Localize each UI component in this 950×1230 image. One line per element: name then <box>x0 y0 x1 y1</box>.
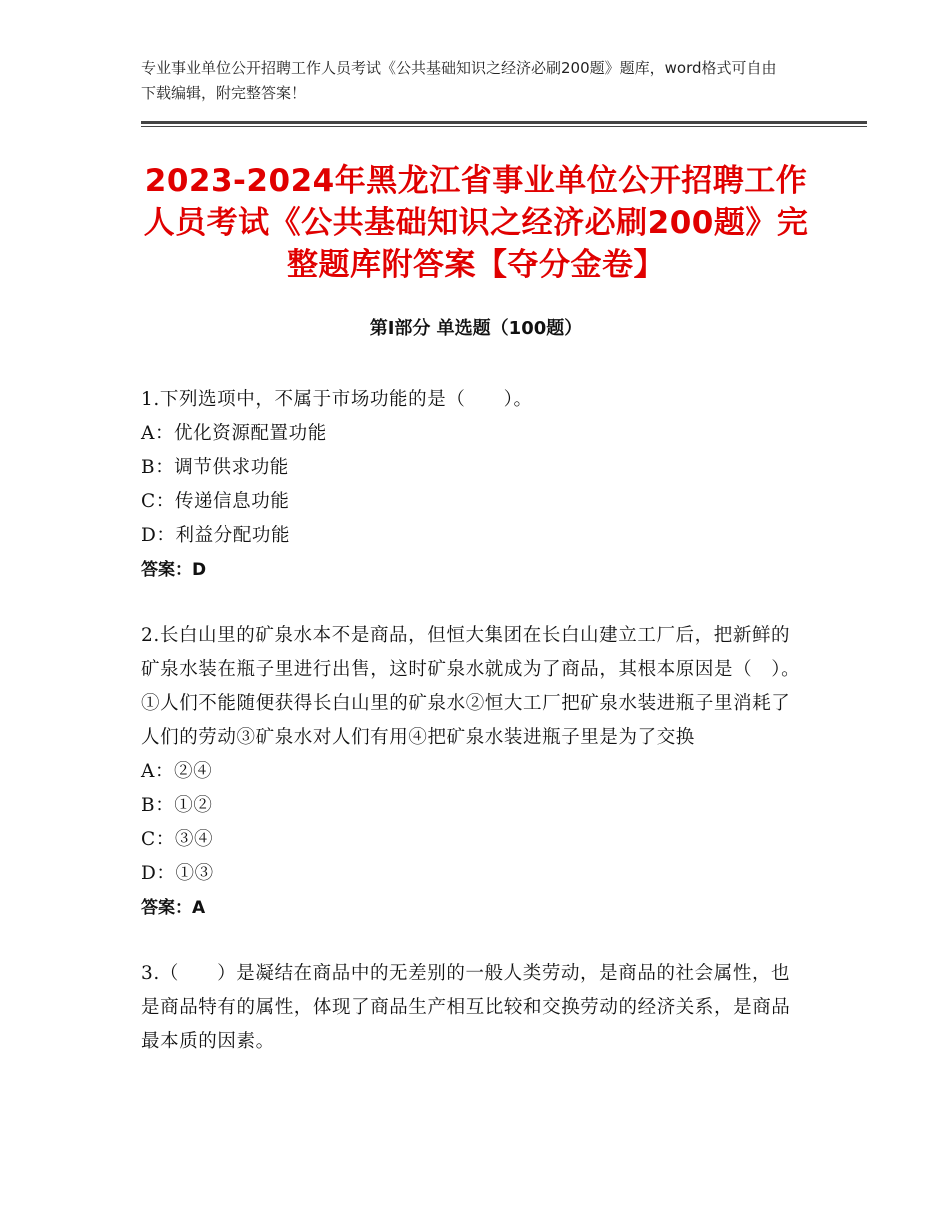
option-d: D：利益分配功能 <box>141 525 291 546</box>
header-divider-thin <box>141 126 867 127</box>
header-note: 专业事业单位公开招聘工作人员考试《公共基础知识之经济必刷200题》题库，word格式可自由下载编辑，附完整答案！ <box>141 59 777 102</box>
question-3 <box>141 957 801 1059</box>
header-divider-thick <box>141 121 867 124</box>
question-list <box>141 383 801 1091</box>
question-stem: 3.（ ）是凝结在商品中的无差别的一般人类劳动，是商品的社会属性，也是商品特有的属性，体现了商品生产相互比较和交换劳动的经济关系，是商品最本质的因素。 <box>141 963 791 1052</box>
answer: 答案：D <box>141 560 207 580</box>
option-c: C：③④ <box>141 829 214 850</box>
section-title: 第Ⅰ部分 单选题（100题） <box>369 318 583 339</box>
question-2 <box>141 619 801 925</box>
option-a: A：优化资源配置功能 <box>141 423 327 444</box>
answer: 答案：A <box>141 898 206 918</box>
option-c: C：传递信息功能 <box>141 491 290 512</box>
option-d: D：①③ <box>141 863 214 884</box>
question-1 <box>141 383 801 587</box>
option-b: B：调节供求功能 <box>141 457 289 478</box>
option-a: A：②④ <box>141 761 213 782</box>
option-b: B：①② <box>141 795 213 816</box>
question-stem: 1.下列选项中，不属于市场功能的是（ ）。 <box>141 389 533 410</box>
document-title: 2023-2024年黑龙江省事业单位公开招聘工作人员考试《公共基础知识之经济必刷200题》完整题库附答案【夺分金卷】 <box>143 163 809 283</box>
question-stem: 2.长白山里的矿泉水本不是商品，但恒大集团在长白山建立工厂后，把新鲜的矿泉水装在瓶子里进行出售，这时矿泉水就成为了商品，其根本原因是（ ）。①人们不能随便获得长白山里的矿泉水②恒大工厂把矿泉水装进瓶子里消耗了人们的劳动③矿泉水对人们有用④把矿泉水装进瓶子里是为了交换 <box>141 625 801 748</box>
